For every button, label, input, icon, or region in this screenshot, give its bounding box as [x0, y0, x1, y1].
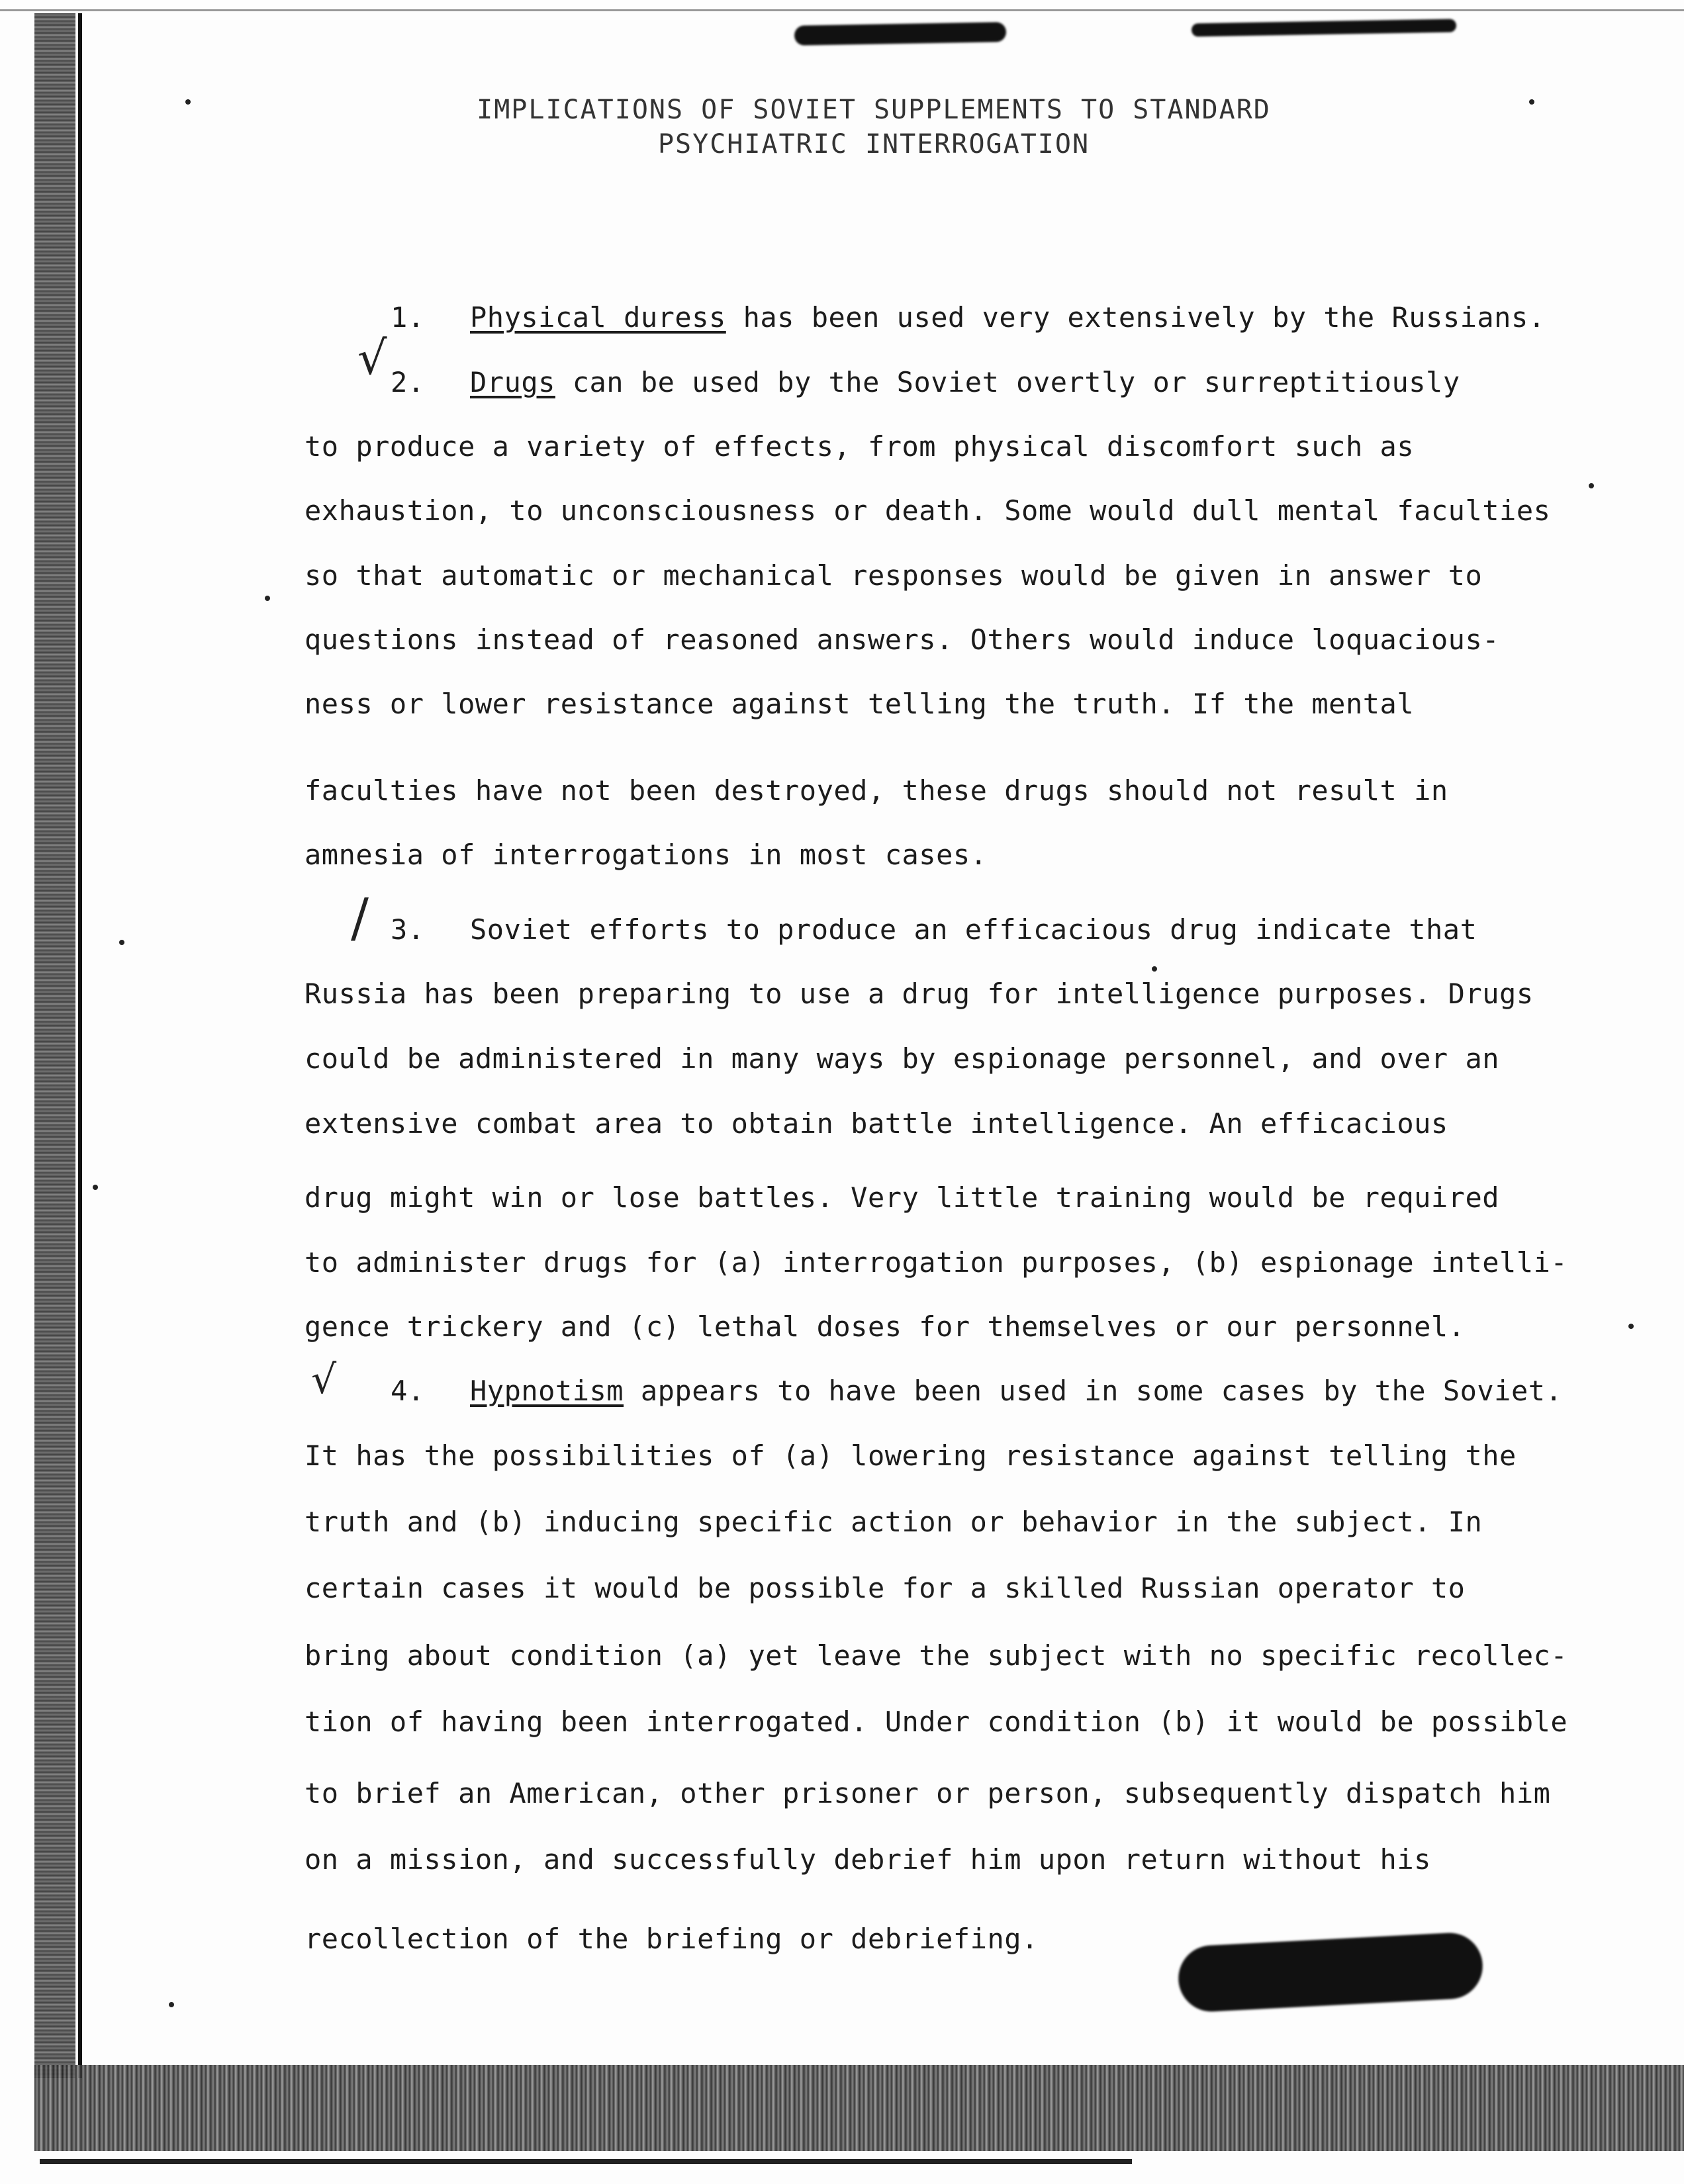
paragraph-2-line-8: amnesia of interrogations in most cases. [304, 839, 988, 871]
scan-speck [119, 940, 124, 945]
paragraph-2-line-4: so that automatic or mechanical responses would be given in answer to [304, 559, 1483, 592]
paragraph-2-line-2: to produce a variety of effects, from physical discomfort such as [304, 430, 1415, 463]
title-line-2: PSYCHIATRIC INTERROGATION [657, 129, 1090, 159]
slash-mark-icon: / [351, 887, 369, 948]
paragraph-3-line-3: could be administered in many ways by espionage personnel, and over an [304, 1042, 1500, 1075]
scan-bottom-noise [34, 2065, 1684, 2151]
paragraph-3-text: Soviet efforts to produce an efficacious drug indicate that [470, 913, 1477, 946]
paragraph-3-line-2: Russia has been preparing to use a drug for intelligence purposes. Drugs [304, 978, 1534, 1010]
paragraph-3-line-1 [391, 910, 1477, 950]
paragraph-4-line-2: It has the possibilities of (a) lowering resistance against telling the [304, 1439, 1517, 1472]
paragraph-4-number: 4. [391, 1375, 425, 1407]
paragraph-2-line-5: questions instead of reasoned answers. Others would induce loquacious- [304, 623, 1500, 656]
paragraph-1-line-1 [391, 298, 1546, 338]
paragraph-1-number: 1. [391, 301, 425, 334]
scan-left-border [78, 13, 82, 2078]
paragraph-4-line-5: bring about condition (a) yet leave the subject with no specific recollec- [304, 1639, 1568, 1672]
scan-speck [169, 2002, 174, 2007]
scan-speck [265, 596, 270, 601]
paragraph-1-heading: Physical duress [470, 301, 726, 334]
paragraph-2-text: can be used by the Soviet overtly or surreptitiously [555, 366, 1460, 398]
scan-speck [1628, 1324, 1634, 1329]
title-line-1: IMPLICATIONS OF SOVIET SUPPLEMENTS TO STANDARD [477, 95, 1271, 125]
scan-speck [93, 1185, 98, 1190]
scan-speck [1589, 483, 1594, 488]
paragraph-1-text: has been used very extensively by the Russians. [725, 301, 1546, 334]
paragraph-4-line-8: on a mission, and successfully debrief him upon return without his [304, 1843, 1431, 1876]
paragraph-3-line-5: drug might win or lose battles. Very little training would be required [304, 1181, 1500, 1214]
scan-left-edge [34, 13, 75, 2078]
scan-speck [1529, 99, 1534, 105]
paragraph-3-number: 3. [391, 913, 425, 946]
paragraph-4-line-7: to brief an American, other prisoner or person, subsequently dispatch him [304, 1777, 1551, 1809]
paragraph-4-line-9: recollection of the briefing or debriefing. [304, 1923, 1039, 1955]
paragraph-2-line-1 [391, 363, 1460, 402]
paragraph-4-line-6: tion of having been interrogated. Under condition (b) it would be possible [304, 1706, 1568, 1738]
scan-speck [1152, 966, 1157, 972]
document-title [397, 93, 1350, 161]
paragraph-2-line-7: faculties have not been destroyed, these drugs should not result in [304, 774, 1448, 807]
paragraph-4-line-1 [391, 1371, 1562, 1411]
scan-speck [185, 99, 191, 105]
paragraph-3-line-6: to administer drugs for (a) interrogation purposes, (b) espionage intelli- [304, 1246, 1568, 1279]
redaction-top-right [1192, 19, 1456, 37]
redaction-top-left [794, 22, 1006, 46]
top-rule [0, 9, 1684, 11]
paragraph-3-line-4: extensive combat area to obtain battle intelligence. An efficacious [304, 1107, 1448, 1140]
paragraph-2-line-3: exhaustion, to unconsciousness or death. Some would dull mental faculties [304, 494, 1551, 527]
redaction-bottom-right [1177, 1931, 1485, 2013]
paragraph-4-line-4: certain cases it would be possible for a skilled Russian operator to [304, 1572, 1466, 1604]
scan-bottom-border [40, 2159, 1132, 2164]
paragraph-2-line-6: ness or lower resistance against telling the truth. If the mental [304, 688, 1415, 720]
paragraph-2-number: 2. [391, 366, 425, 398]
paragraph-3-line-7: gence trickery and (c) lethal doses for themselves or our personnel. [304, 1310, 1466, 1343]
paragraph-4-line-3: truth and (b) inducing specific action or behavior in the subject. In [304, 1506, 1483, 1538]
paragraph-4-heading: Hypnotism [470, 1375, 624, 1407]
checkmark-icon-2: √ [311, 1357, 337, 1403]
checkmark-icon: √ [357, 331, 387, 385]
paragraph-4-text: appears to have been used in some cases by the Soviet. [624, 1375, 1563, 1407]
paragraph-2-heading: Drugs [470, 366, 555, 398]
